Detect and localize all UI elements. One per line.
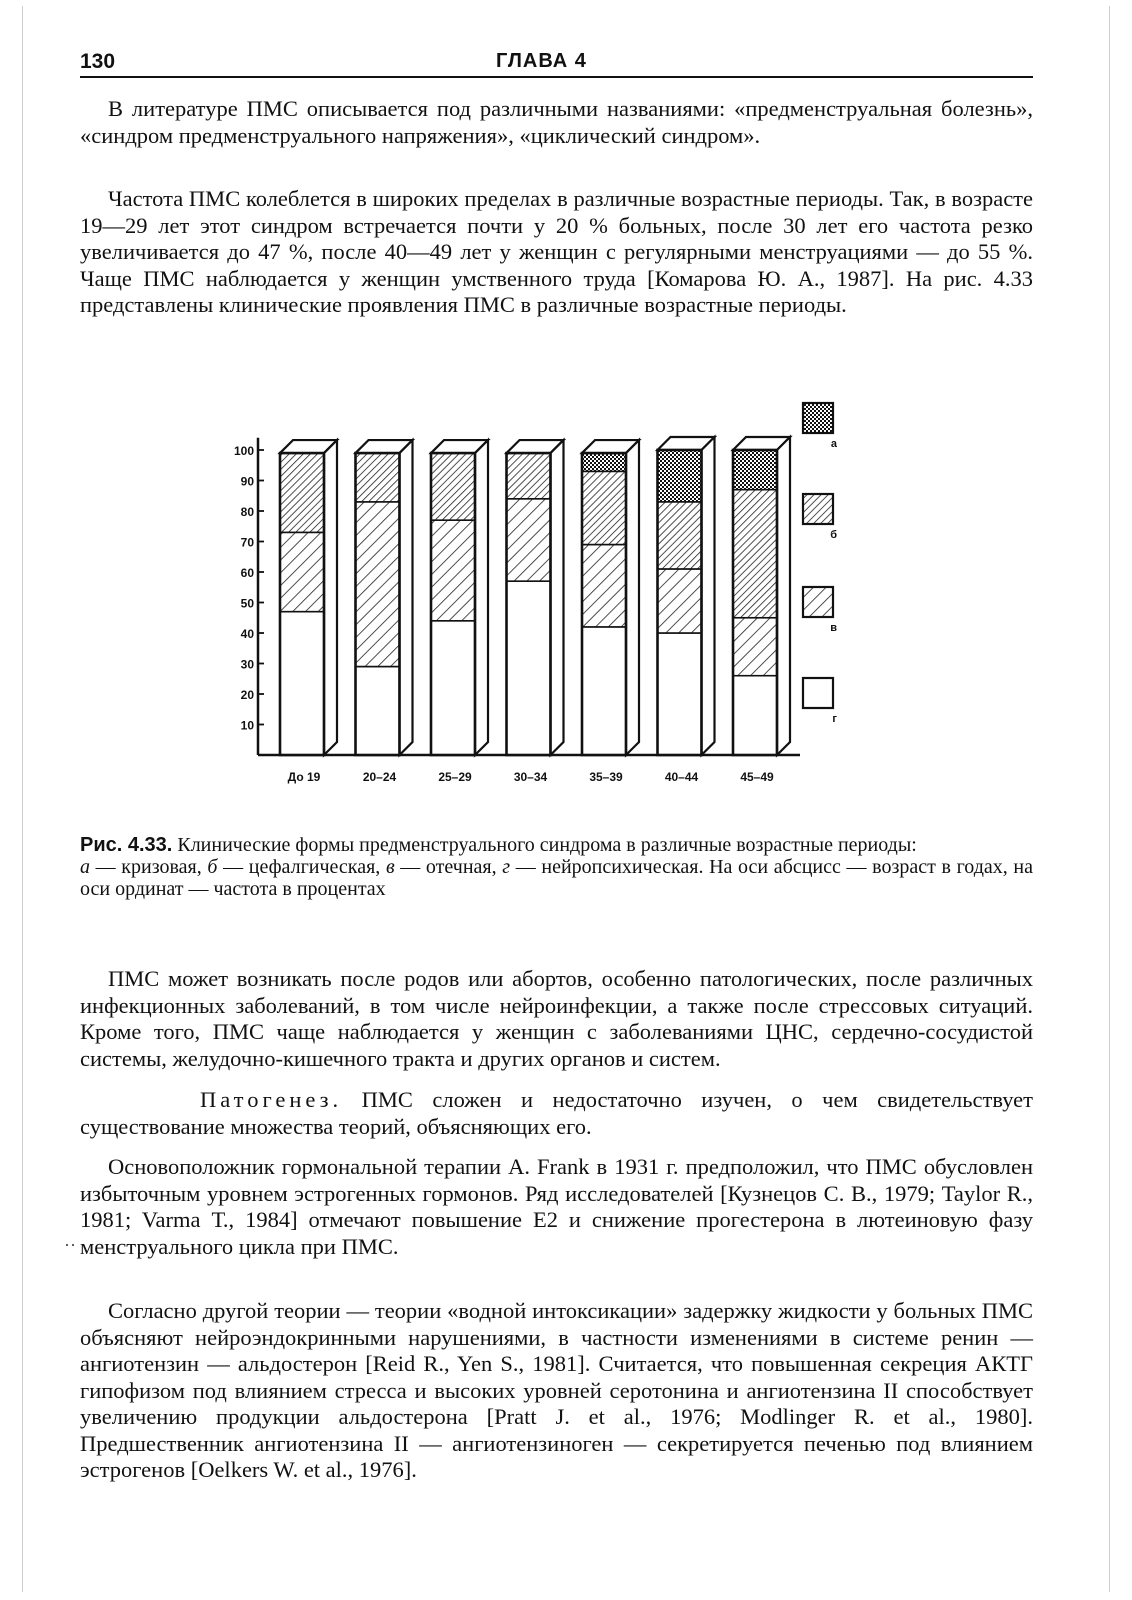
bar-segment-20-24-б xyxy=(356,453,400,502)
y-tick-label-30: 30 xyxy=(240,657,254,672)
bar-segment-40-44-г xyxy=(658,633,702,755)
caption-key-g-text: — нейропсихическая. На оси абсцисс — возраст в годах, на оси ординат — частота в процентах xyxy=(80,856,1033,900)
bar-segment-35-39-а xyxy=(582,453,626,471)
bar-segment-35-39-б xyxy=(582,471,626,544)
bar-segment-45-49-г xyxy=(733,676,777,755)
bar-segment-25-29-г xyxy=(431,621,475,755)
y-tick-label-40: 40 xyxy=(240,627,254,641)
bar-side-face-25-29 xyxy=(475,440,488,755)
paragraph-3: ПМС может возникать после родов или абортов, особенно патологических, после различных инфекционных заболеваний, в том числе нейроинфекции, а также после стрессовых ситуаций. Кроме того, ПМС чаще наблюдается у женщин с заболеваниями ЦНС, сердечно-сосудистой системы, желудочно-кишечного тракта и других органов и систем. xyxy=(80,966,1033,1071)
figure-caption xyxy=(80,834,1033,900)
legend-swatch-б xyxy=(803,494,833,524)
paragraph-1: В литературе ПМС описывается под различными названиями: «предменструальная болезнь», «синдром предменструального напряжения», «циклический синдром». xyxy=(80,96,1033,148)
caption-title: Клинические формы предменструального синдрома в различные возрастные периоды: xyxy=(172,834,917,856)
paragraph-2: Частота ПМС колеблется в широких пределах в различные возрастные периоды. Так, в возрасте 19—29 лет этот синдром встречается почти у 20 % больных, после 30 лет его частота резко увеличивается до 47 %, после 40—49 лет у женщин с регулярными менструациями — до 55 %. Чаще ПМС наблюдается у женщин умственного труда [Комарова Ю. А., 1987]. На рис. 4.33 представлены клинические проявления ПМС в различные возрастные периоды. xyxy=(80,186,1033,317)
caption-key-b-text: — цефалгическая, xyxy=(217,856,386,878)
legend-label-г: г xyxy=(832,713,837,725)
bar-segment-30-34-б xyxy=(507,453,551,499)
paragraph-6: Согласно другой теории — теории «водной интоксикации» задержку жидкости у больных ПМС объясняют нейроэндокринными нарушениями, в частности изменениями в системе ренин — ангиотензин — альдостерон [Reid R., Yen S., 1981]. Считается, что повышенная секреция АКТГ гипофизом под влиянием стресса и высоких уровней серотонина и ангиотензина II способствует увеличению продукции альдостерона [Pratt J. et al., 1976; Modlinger R. et al., 1980]. Предшественник ангиотензина II — ангиотензиноген — секретируется печенью под влиянием эстрогенов [Oelkers W. et al., 1976]. xyxy=(80,1298,1033,1482)
y-tick-label-10: 10 xyxy=(240,718,254,733)
y-tick-label-90: 90 xyxy=(240,474,254,489)
bar-segment-25-29-в xyxy=(431,520,475,621)
x-tick-label-До 19: До 19 xyxy=(287,770,321,784)
bar-side-face-40-44 xyxy=(702,437,715,755)
y-tick-label-100: 100 xyxy=(233,444,254,458)
bar-segment-35-39-в xyxy=(582,545,626,627)
caption-key-v-text: — отечная, xyxy=(394,856,503,878)
bar-side-face-30-34 xyxy=(551,440,564,755)
margin-mark: ·· xyxy=(64,1235,76,1255)
bar-segment-20-24-г xyxy=(356,667,400,755)
bar-segment-До 19-г xyxy=(280,612,324,755)
legend-label-в: в xyxy=(830,622,837,634)
legend-swatch-а xyxy=(803,403,833,433)
legend-label-б: б xyxy=(830,529,837,541)
bar-segment-45-49-а xyxy=(733,450,777,490)
bar-segment-30-34-в xyxy=(507,499,551,581)
bar-side-face-35-39 xyxy=(626,440,639,755)
bar-segment-30-34-г xyxy=(507,581,551,755)
bar-segment-45-49-б xyxy=(733,490,777,618)
y-tick-label-50: 50 xyxy=(240,596,254,611)
bar-segment-20-24-в xyxy=(356,502,400,667)
bar-segment-40-44-б xyxy=(658,502,702,569)
x-tick-label-20-24: 20–24 xyxy=(362,770,397,784)
bar-segment-40-44-в xyxy=(658,569,702,633)
caption-key-g: г xyxy=(502,856,511,878)
section-lead-pathogenesis: Патогенез. xyxy=(200,1087,343,1112)
caption-key-b: б xyxy=(207,856,218,878)
legend-swatch-в xyxy=(803,587,833,617)
caption-key-v: в xyxy=(385,856,395,878)
x-tick-label-45-49: 45–49 xyxy=(740,770,774,784)
caption-key-a: а xyxy=(80,856,90,878)
y-tick-label-80: 80 xyxy=(240,505,254,519)
y-tick-label-60: 60 xyxy=(240,566,254,580)
caption-label: Рис. 4.33. xyxy=(80,834,173,856)
bar-segment-35-39-г xyxy=(582,627,626,755)
x-tick-label-35-39: 35–39 xyxy=(589,770,623,784)
bar-segment-40-44-а xyxy=(658,450,702,502)
paragraph-4-body: ПМС сложен и недостаточно изучен, о чем свидетельствует существование множества теорий, объясняющих его. xyxy=(80,1087,1033,1139)
bar-side-face-До 19 xyxy=(324,440,337,755)
y-tick-label-20: 20 xyxy=(240,688,254,702)
page-number: 130 xyxy=(80,50,116,73)
caption-legend xyxy=(80,856,1033,900)
bar-segment-45-49-в xyxy=(733,618,777,676)
bar-side-face-20-24 xyxy=(400,440,413,755)
bar-segment-До 19-б xyxy=(280,453,324,532)
caption-key-a-text: — кризовая, xyxy=(90,856,208,878)
bar-segment-25-29-б xyxy=(431,453,475,520)
paragraph-5: Основоположник гормональной терапии A. Frank в 1931 г. предположил, что ПМС обусловлен избыточным уровнем эстрогенных гормонов. Ряд исследователей [Кузнецов С. В., 1979; Taylor R., 1981; Varma Т., 1984] отмечают повышение Е2 и снижение прогестерона в лютеиновую фазу менструального цикла при ПМС. xyxy=(80,1154,1033,1259)
legend-label-а: а xyxy=(830,438,837,450)
bar-segment-До 19-в xyxy=(280,532,324,611)
y-tick-label-70: 70 xyxy=(240,535,254,550)
x-tick-label-40-44: 40–44 xyxy=(664,770,699,784)
paragraph-4 xyxy=(80,1087,1033,1140)
bar-side-face-45-49 xyxy=(777,437,790,755)
x-tick-label-25-29: 25–29 xyxy=(438,770,472,784)
running-head: ГЛАВА 4 xyxy=(496,50,587,72)
x-tick-label-30-34: 30–34 xyxy=(513,770,548,784)
legend-swatch-г xyxy=(803,678,833,708)
